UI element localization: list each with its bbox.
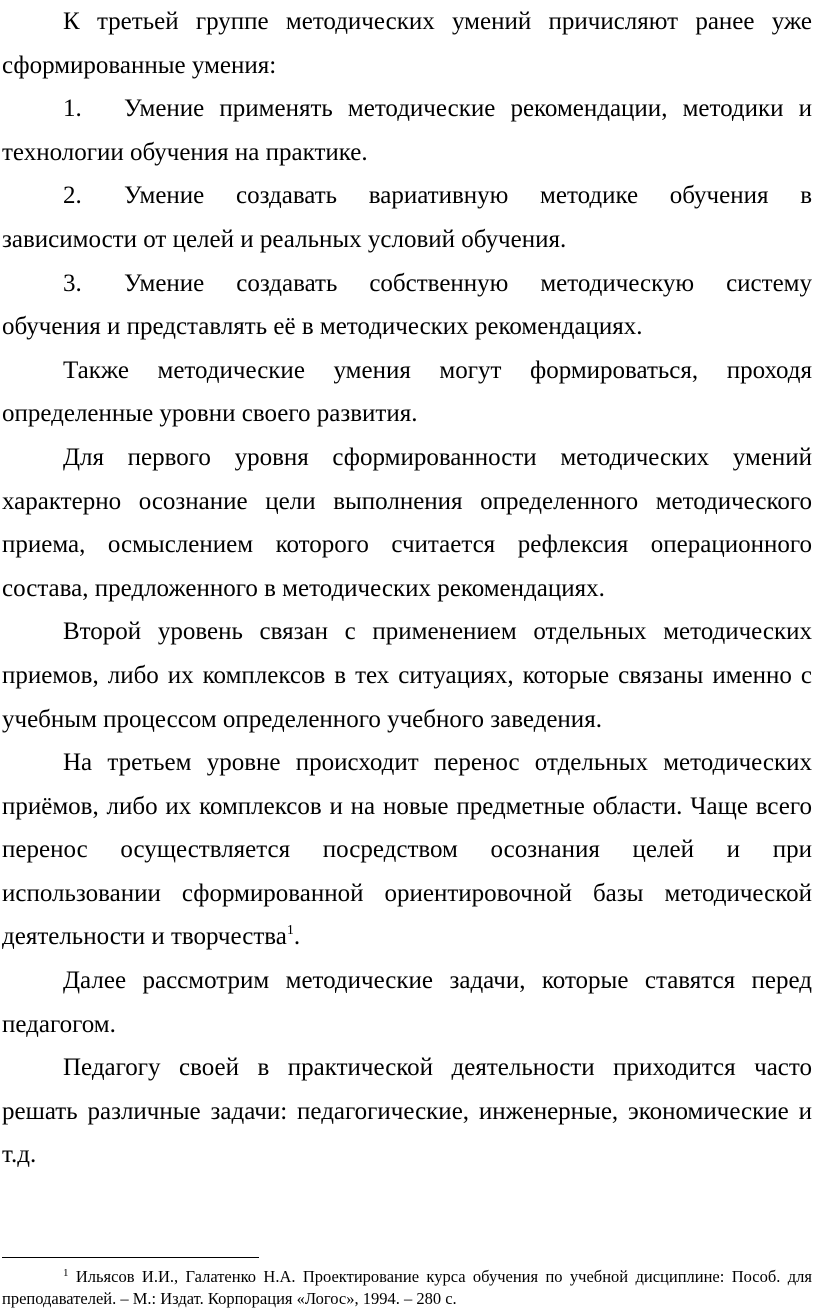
list-number: 3. — [63, 269, 82, 297]
list-item-2 — [2, 174, 812, 261]
list-number: 1. — [63, 95, 82, 123]
list-item-1 — [2, 87, 812, 174]
paragraph-text: Также методические умения могут формироваться, проходя определенные уровни своего развития. — [2, 356, 812, 428]
footnote — [2, 1266, 812, 1310]
paragraph-tasks-intro — [2, 959, 812, 1046]
paragraph-text: Далее рассмотрим методические задачи, которые ставятся перед педагогом. — [2, 967, 812, 1038]
paragraph-level-2 — [2, 610, 812, 741]
paragraph-text: Педагогу своей в практической деятельности приходится часто решать различные задачи: педагогические, инженерные, экономические и т.д. — [2, 1054, 812, 1169]
paragraph-text: Второй уровень связан с применением отдельных методических приемов, либо их комплексов в тех ситуациях, которые связаны именно с учебным процессом определенного учебного заведения. — [2, 618, 812, 733]
paragraph-levels-intro — [2, 349, 812, 436]
paragraph-level-3 — [2, 741, 812, 959]
paragraph-tasks — [2, 1046, 812, 1177]
list-item-3 — [2, 262, 812, 349]
paragraph-tail: . — [293, 923, 301, 951]
list-number: 2. — [63, 182, 82, 210]
paragraph-intro — [2, 0, 812, 87]
footnote-marker: 1 — [63, 1267, 69, 1279]
footnote-reference[interactable]: 1 — [286, 923, 294, 939]
paragraph-text: На третьем уровне происходит перенос отдельных методических приёмов, либо их комплексов и на новые предметные области. Чаще всего перенос осуществляется посредством осознания целей и при использовании сформированной ориентировочной базы методической деятельности и творчества — [2, 749, 812, 951]
body-text — [2, 0, 812, 1177]
paragraph-text: Для первого уровня сформированности методических умений характерно осознание цели выполнения определенного методического приема, осмыслением которого считается рефлексия операционного состава, предложенного в методических рекомендациях. — [2, 443, 812, 602]
paragraph-level-1 — [2, 436, 812, 610]
footnote-separator — [2, 1257, 259, 1258]
paragraph-text: К третьей группе методических умений причисляют ранее уже сформированные умения: — [2, 8, 812, 79]
list-item-text: Умение применять методические рекомендации, методики и технологии обучения на практике. — [2, 95, 812, 166]
footnote-text: Ильясов И.И., Галатенко Н.А. Проектирование курса обучения по учебной дисциплине: Пособ. для преподавателей. – М.: Издат. Корпорация «Логос», 1994. – 280 с. — [2, 1267, 812, 1308]
list-item-text: Умение создавать собственную методическую систему обучения и представлять её в методических рекомендациях. — [2, 269, 812, 341]
list-item-text: Умение создавать вариативную методике обучения в зависимости от целей и реальных условий обучения. — [2, 182, 812, 253]
